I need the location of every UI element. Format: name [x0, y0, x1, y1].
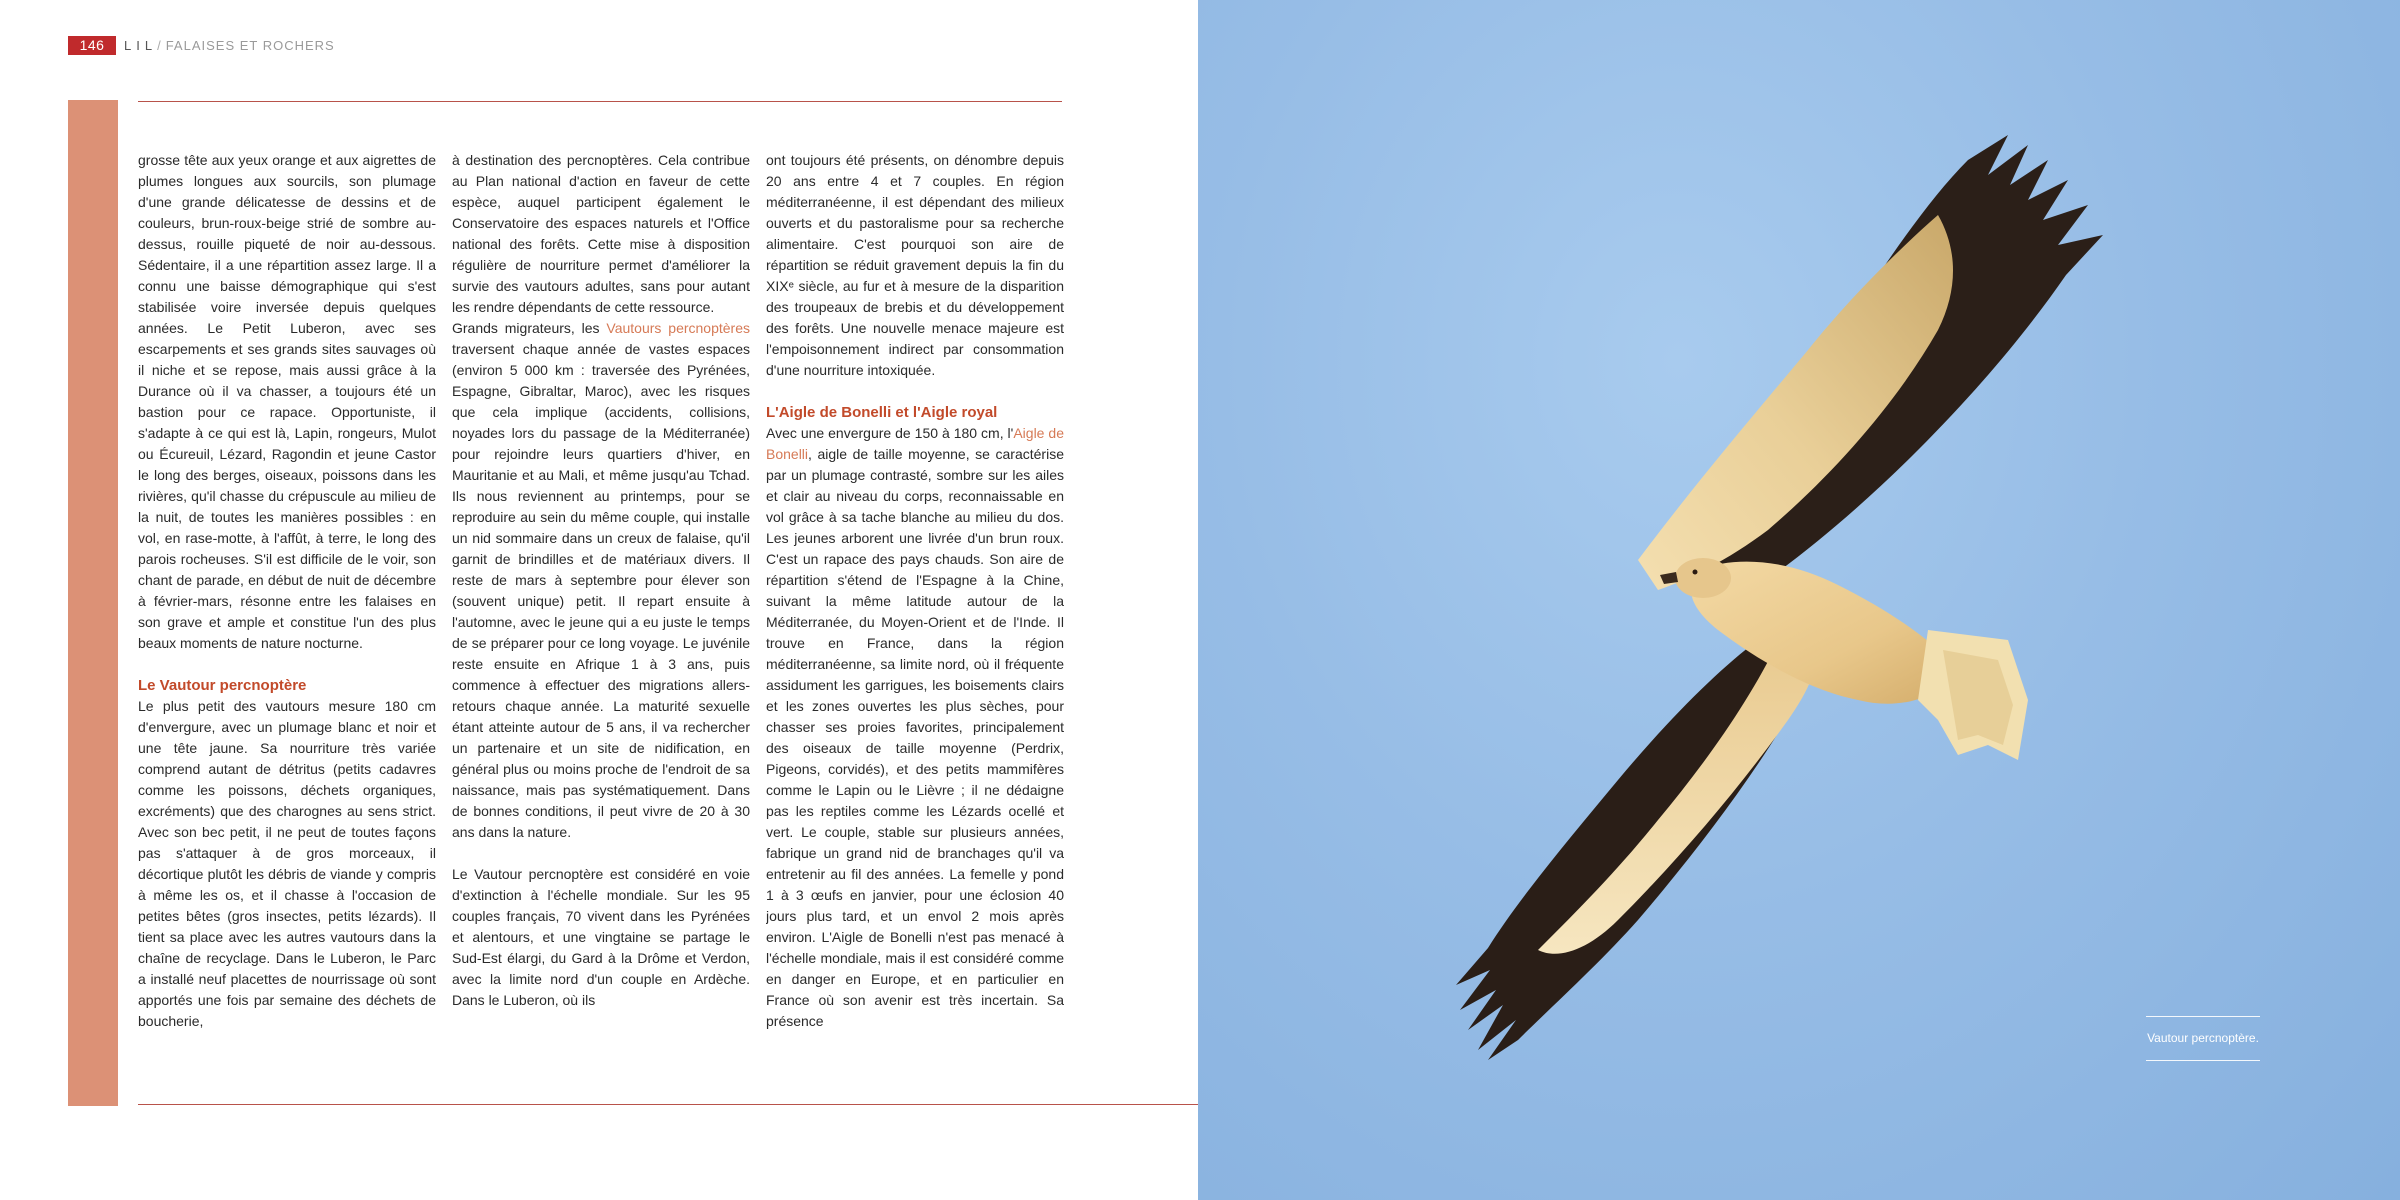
text-column-3 — [766, 150, 1064, 1062]
species-link[interactable]: Aigle de Bonelli — [766, 425, 1064, 462]
text-column-2 — [452, 150, 750, 1062]
chapter-title: FALAISES ET ROCHERS — [165, 38, 335, 53]
section-mark: LIL — [124, 38, 158, 53]
species-link[interactable]: Vautours percnoptères — [606, 320, 750, 336]
paragraph: grosse tête aux yeux orange et aux aigrettes de plumes longues aux sourcils, son plumage d'une grande délicatesse de dessins et de couleurs, brun-roux-beige strié de sombre au-dessus, rouille piqueté de noir au-dessous. Sédentaire, il a une répartition assez large. Il a connu une baisse démographique qui s'est stabilisée voire inversée depuis quelques années. Le Petit Luberon, avec ses escarpements et ses grands sites sauvages où il niche et se repose, mais aussi grâce à la Durance où il va chasser, a toujours été un bastion pour ce rapace. Opportuniste, il s'adapte à ce qui est là, Lapin, rongeurs, Mulot ou Écureuil, Lézard, Ragondin et jeune Castor le long des berges, oiseaux, poissons dans les rivières, qu'il chasse du crépuscule au milieu de la nuit, de toutes les manières possibles : en vol, en rase-motte, à l'affût, à terre, le long des parois rocheuses. S'il est difficile de le voir, son chant de parade, en début de nuit de décembre à février-mars, résonne entre les falaises en son grave et ample et constitue l'un des plus beaux moments de nature nocturne. — [138, 152, 436, 651]
running-head-separator: / — [157, 38, 162, 53]
paragraph — [452, 318, 750, 843]
caption-rule — [2146, 1060, 2260, 1061]
side-color-band — [68, 100, 118, 1106]
paragraph-text: traversent chaque année de vastes espaces (environ 5 000 km : traversée des Pyrénées, Espagne, Gibraltar, Maroc), avec les risques que cela implique (accidents, collisions, noyades lors du passage de la Méditerranée) pour rejoindre leurs quartiers d'hiver, en Mauritanie et au Mali, et même jusqu'au Tchad. Ils nous reviennent au printemps, pour se reproduire au sein du même couple, qui installe un nid sommaire dans un creux de falaise, qu'il garnit de brindilles et de matériaux divers. Il reste de mars à septembre pour élever son (souvent unique) petit. Il repart ensuite à l'automne, avec le jeune qui a eu juste le temps de se préparer pour ce long voyage. Le juvénile reste ensuite en Afrique 1 à 3 ans, puis commence à effectuer des migrations allers-retours chaque année. La maturité sexuelle étant atteinte autour de 5 ans, il va rechercher un partenaire et un site de nidification, en général plus ou moins proche de l'endroit de sa naissance, mais pas systématiquement. Dans de bonnes conditions, il peut vivre de 20 à 30 ans dans la nature. — [452, 341, 750, 840]
paragraph: Le Vautour percnoptère est considéré en voie d'extinction à l'échelle mondiale. Sur les 95 couples français, 70 vivent dans les Pyrénées et alentours, et une vingtaine se partage le Sud-Est élargi, du Gard à la Drôme et Verdon, avec la limite nord d'un couple en Ardèche. Dans le Luberon, où ils — [452, 866, 750, 1008]
photo-caption — [2146, 1016, 2260, 1061]
paragraph-text: Avec une envergure de 150 à 180 cm, l' — [766, 425, 1014, 441]
section-heading: L'Aigle de Bonelli et l'Aigle royal — [766, 404, 998, 421]
caption-text: Vautour percnoptère. — [2147, 1031, 2259, 1045]
bottom-rule — [138, 1104, 1198, 1105]
paragraph-text: , aigle de taille moyenne, se caractérise par un plumage contrasté, sombre sur les ailes et clair au niveau du corps, reconnaissable en vol grâce à sa tache blanche au milieu du dos. Les jeunes arborent une livrée d'un brun roux. C'est un rapace des pays chauds. Son aire de répartition s'étend de l'Espagne à la Chine, suivant la même latitude autour de la Méditerranée, du Moyen-Orient et de l'Inde. Il trouve en France, dans la région méditerranéenne, sa limite nord, où il fréquente assidument les garrigues, les boisements clairs et les zones ouvertes les plus sèches, pour chasser ses proies favorites, principalement des oiseaux de taille moyenne (Perdrix, Pigeons, corvidés), et des petits mammifères comme le Lapin ou le Lièvre ; il ne dédaigne pas les reptiles comme les Lézards ocellé et vert. Le couple, stable sur plusieurs années, fabrique un grand nid de branchages qu'il va entretenir au fil des années. La femelle y pond 1 à 3 œufs en janvier, pour une éclosion 40 jours plus tard, et un envol 2 mois après environ. L'Aigle de Bonelli n'est pas menacé à l'échelle mondiale, mais il est considéré comme en danger en Europe, et en particulier en France où son avenir est très incertain. Sa présence — [766, 446, 1064, 1029]
paragraph: Le plus petit des vautours mesure 180 cm d'envergure, avec un plumage blanc et noir et une tête jaune. Sa nourriture très variée comprend autant de détritus (petits cadavres comme les poissons, déchets organiques, excréments) que des charognes au sens strict. Avec son bec petit, il ne peut de toutes façons pas s'attaquer à de gros morceaux, il décortique plutôt les débris de viande y compris à même les os, et il chasse à l'occasion de petites bêtes (gros insectes, petits lézards). Il tient sa place avec les autres vautours dans la chaîne de recyclage. Dans le Luberon, le Parc a installé neuf placettes de nourrissage où sont apportés une fois par semaine des déchets de boucherie, — [138, 698, 436, 1029]
left-page — [0, 0, 1198, 1200]
running-head — [124, 37, 335, 55]
paragraph: à destination des percnoptères. Cela contribue au Plan national d'action en faveur de cette espèce, auquel participent également le Conservatoire des espaces naturels et l'Office national des forêts. Cette mise à disposition régulière de nourriture permet d'améliorer la survie des vautours adultes, sans pour autant les rendre dépendants de cette ressource. — [452, 152, 750, 315]
caption-rule — [2146, 1016, 2260, 1017]
photo-page — [1198, 0, 2400, 1200]
top-rule — [138, 101, 1062, 102]
paragraph: ont toujours été présents, on dénombre depuis 20 ans entre 4 et 7 couples. En région méditerranéenne, il est dépendant des milieux ouverts et du pastoralisme pour sa recherche alimentaire. C'est pourquoi son aire de répartition se réduit gravement depuis la fin du XIXᵉ siècle, au fur et à mesure de la disparition des troupeaux de brebis et du développement des forêts. Une nouvelle menace majeure est l'empoisonnement indirect par consommation d'une nourriture intoxiquée. — [766, 152, 1064, 378]
page-number: 146 — [68, 36, 116, 55]
text-column-1 — [138, 150, 436, 1062]
section-heading: Le Vautour percnoptère — [138, 677, 307, 694]
paragraph-text: Grands migrateurs, les — [452, 320, 607, 336]
bird-tail — [1918, 630, 2028, 760]
paragraph — [766, 423, 1064, 1032]
